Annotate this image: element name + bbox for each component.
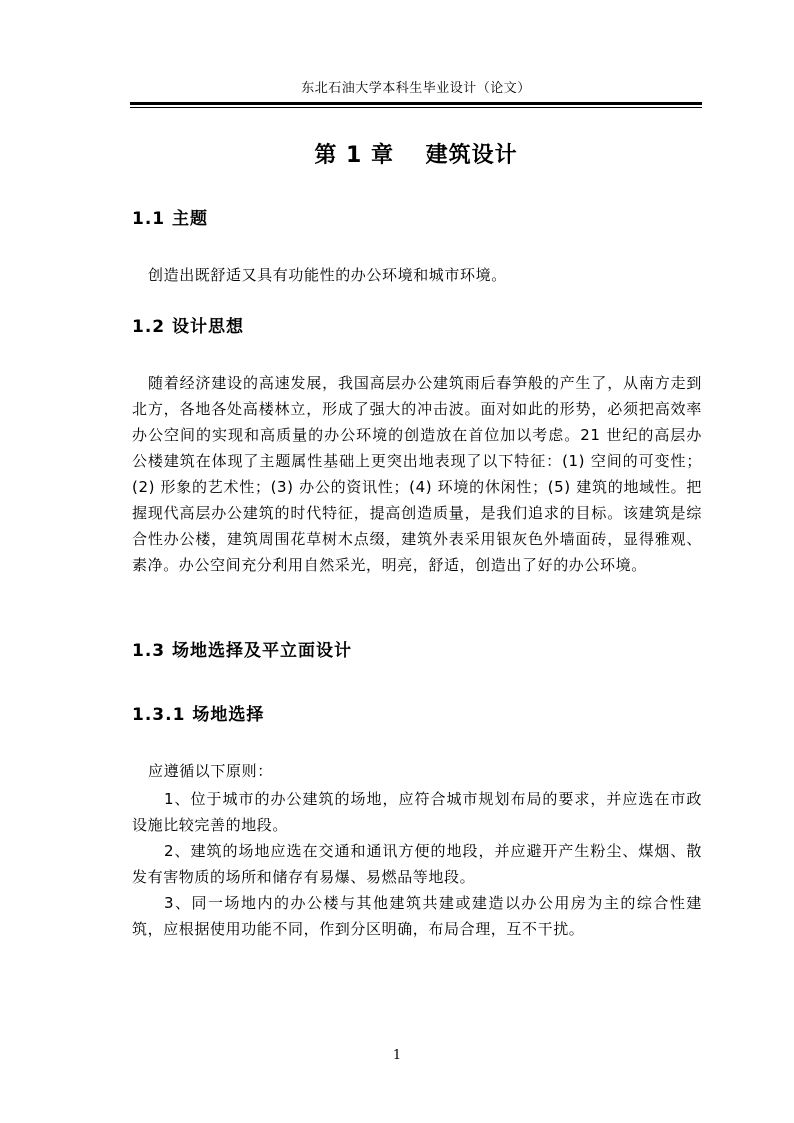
header-rule-thin: [130, 107, 702, 108]
principle-item-1: 1、位于城市的办公建筑的场地，应符合城市规划布局的要求，并应选在市政设施比较完善的地段。: [132, 790, 702, 834]
principle-item-2: 2、建筑的场地应选在交通和通讯方便的地段，并应避开产生粉尘、煤烟、散发有害物质的场所和储存有易爆、易燃品等地段。: [132, 842, 702, 886]
section-body-1-1: 创造出既舒适又具有功能性的办公环境和城市环境。: [148, 266, 507, 284]
section-heading-1-1: 1.1 主题: [132, 209, 209, 229]
section-heading-1-2: 1.2 设计思想: [132, 317, 245, 337]
page-number: 1: [392, 1048, 402, 1063]
running-header: 东北石油大学本科生毕业设计（论文）: [301, 81, 531, 96]
section-heading-1-3-1: 1.3.1 场地选择: [132, 705, 265, 725]
header-rule-thick: [130, 102, 702, 105]
principles-intro: 应遵循以下原则：: [148, 762, 273, 780]
chapter-title: 第 1 章 建筑设计: [314, 143, 518, 168]
section-heading-1-3: 1.3 场地选择及平立面设计: [132, 641, 353, 661]
section-body-1-2: 随着经济建设的高速发展，我国高层办公建筑雨后春笋般的产生了，从南方走到北方，各地各处高楼林立，形成了强大的冲击波。面对如此的形势，必须把高效率办公空间的实现和高质量的办公环境的创造放在首位加以考虑。21 世纪的高层办公楼建筑在体现了主题属性基础上更突出地表现了以下特征：(1) 空间的可变性；(2) 形象的艺术性；(3) 办公的资讯性；(4) 环境的休闲性；(5) 建筑的地域性。把握现代高层办公建筑的时代特征，提高创造质量，是我们追求的目标。该建筑是综合性办公楼，建筑周围花草树木点缀，建筑外表采用银灰色外墙面砖，显得雅观、素净。办公空间充分利用自然采光，明亮，舒适，创造出了好的办公环境。: [132, 374, 702, 574]
principle-item-3: 3、同一场地内的办公楼与其他建筑共建或建造以办公用房为主的综合性建筑，应根据使用功能不同，作到分区明确，布局合理，互不干扰。: [132, 894, 702, 938]
